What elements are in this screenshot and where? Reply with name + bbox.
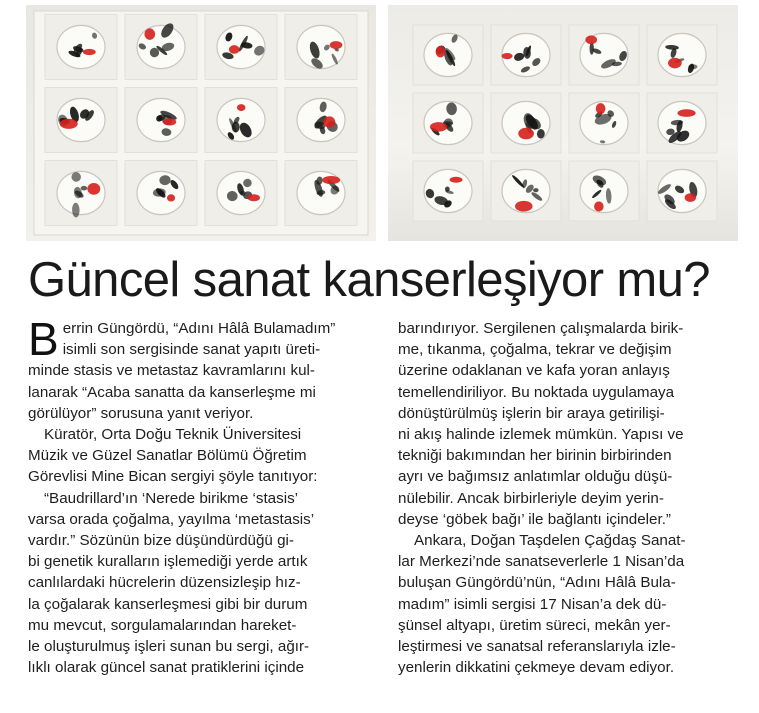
artwork-cell — [647, 93, 717, 153]
artwork-cell — [647, 25, 717, 85]
text-line: “Baudrillard’ın ‘Nerede birikme ‘stasis’ — [44, 489, 299, 507]
text-line: tekniği bakımından her birinin birbirinden — [398, 447, 672, 465]
text-line: la çoğalarak kanserleşmesi gibi bir durum — [28, 595, 308, 613]
paragraph-4 — [398, 530, 746, 678]
text-line: varsa orada çoğalma, yayılma ‘metastasis’ — [28, 510, 315, 528]
headline: Güncel sanat kanserleşiyor mu? — [28, 253, 710, 307]
text-line: me, tıkanma, çoğalma, tekrar ve değişim — [398, 341, 672, 359]
artwork-photo-2-canvas — [388, 5, 738, 241]
artwork-cell — [491, 161, 561, 221]
artwork-cell — [413, 161, 483, 221]
text-line: nülebilir. Ancak birbirleriyle deyim yerin- — [398, 489, 664, 507]
paragraph-3 — [28, 488, 376, 679]
artwork-cell — [45, 161, 117, 226]
artwork-cell — [569, 93, 639, 153]
text-line: Müzik ve Güzel Sanatlar Bölümü Öğretim — [28, 447, 307, 465]
artwork-cell — [285, 15, 357, 80]
artwork-cell — [413, 25, 483, 85]
artwork-cell — [205, 88, 277, 153]
artwork-cell — [647, 161, 717, 221]
text-line: deyse ‘göbek bağı’ ile bağlantı içindeler.” — [398, 510, 671, 528]
artwork-cell — [285, 161, 357, 226]
text-line: üzerine odaklanan ve kafa yoran anlayış — [398, 362, 670, 380]
artwork-cell — [125, 15, 197, 80]
text-line: minde stasis ve metastaz kavramlarını kul- — [28, 362, 315, 380]
article-column-right — [398, 318, 746, 678]
paragraph-2 — [28, 424, 376, 488]
text-line: vardır.” Sözünün bize düşündürdüğü gi- — [28, 532, 294, 550]
artwork-cell — [569, 161, 639, 221]
artwork-cell — [125, 161, 197, 226]
artwork-photo-2 — [388, 5, 738, 241]
text-line: barındırıyor. Sergilenen çalışmalarda birik- — [398, 320, 684, 337]
text-line: canlılardaki hücrelerin düzensizleşip hız- — [28, 574, 301, 592]
artwork-cell — [285, 88, 357, 153]
text-line: isimli son sergisinde sanat yapıtı üreti- — [62, 341, 321, 359]
text-line: lar Merkezi’nde sanatseverlerle 1 Nisan’da — [398, 553, 685, 571]
text-line: ayrı ve bağımsız anlatımlar olduğu düşü- — [398, 468, 673, 486]
artwork-cell — [45, 15, 117, 80]
text-line: lıklı olarak güncel sanat pratiklerini içinde — [28, 659, 305, 677]
artwork-cell — [491, 93, 561, 153]
artwork-photo-1 — [26, 5, 376, 241]
text-line: le oluşturulmuş işleri sunan bu sergi, ağır- — [28, 638, 310, 656]
text-line: errin Güngördü, “Adını Hâlâ Bulamadım” — [62, 320, 336, 337]
artwork-cell — [569, 25, 639, 85]
text-line: yenlerin dikkatini çekmeye devam ediyor. — [398, 659, 675, 677]
text-line: bi genetik kuralların işlemediği yerde artık — [28, 553, 308, 571]
text-line: dönüştürülmüş işlerin bir araya getirilişi- — [398, 404, 665, 422]
text-line: Görevlisi Mine Bican sergiyi şöyle tanıtıyor: — [28, 468, 318, 486]
artwork-cell — [205, 161, 277, 226]
artwork-cell — [45, 88, 117, 153]
article-column-left — [28, 313, 376, 678]
artwork-cell — [205, 15, 277, 80]
text-line: Küratör, Orta Doğu Teknik Üniversitesi — [44, 426, 302, 444]
text-line: mu mevcut, sorgulamalarından hareket- — [28, 616, 297, 634]
drop-cap: B — [28, 313, 59, 365]
paragraph-3-continued — [398, 318, 746, 530]
text-line: buluşan Güngördü’nün, “Adını Hâlâ Bula- — [398, 574, 676, 592]
text-line: şünsel altyapı, üretim süreci, mekân yer- — [398, 616, 671, 634]
text-line: lanarak “Acaba sanatta da kanserleşme mi — [28, 383, 316, 401]
artwork-cell — [491, 25, 561, 85]
artwork-cell — [413, 93, 483, 153]
artwork-cell — [125, 88, 197, 153]
text-line: temellendiriliyor. Bu noktada uygulamaya — [398, 383, 675, 401]
text-line: ni akış halinde izlemek mümkün. Yapısı ve — [398, 426, 684, 444]
text-line: görülüyor” sorusuna yanıt veriyor. — [28, 404, 254, 422]
paragraph-1 — [28, 313, 376, 424]
text-line: leştirmesi ve sanatsal referanslarıyla izle- — [398, 638, 676, 656]
artwork-photo-1-canvas — [26, 5, 376, 241]
text-line: madım” isimli sergisi 17 Nisan’a dek dü- — [398, 595, 667, 613]
text-line: Ankara, Doğan Taşdelen Çağdaş Sanat- — [414, 532, 686, 550]
